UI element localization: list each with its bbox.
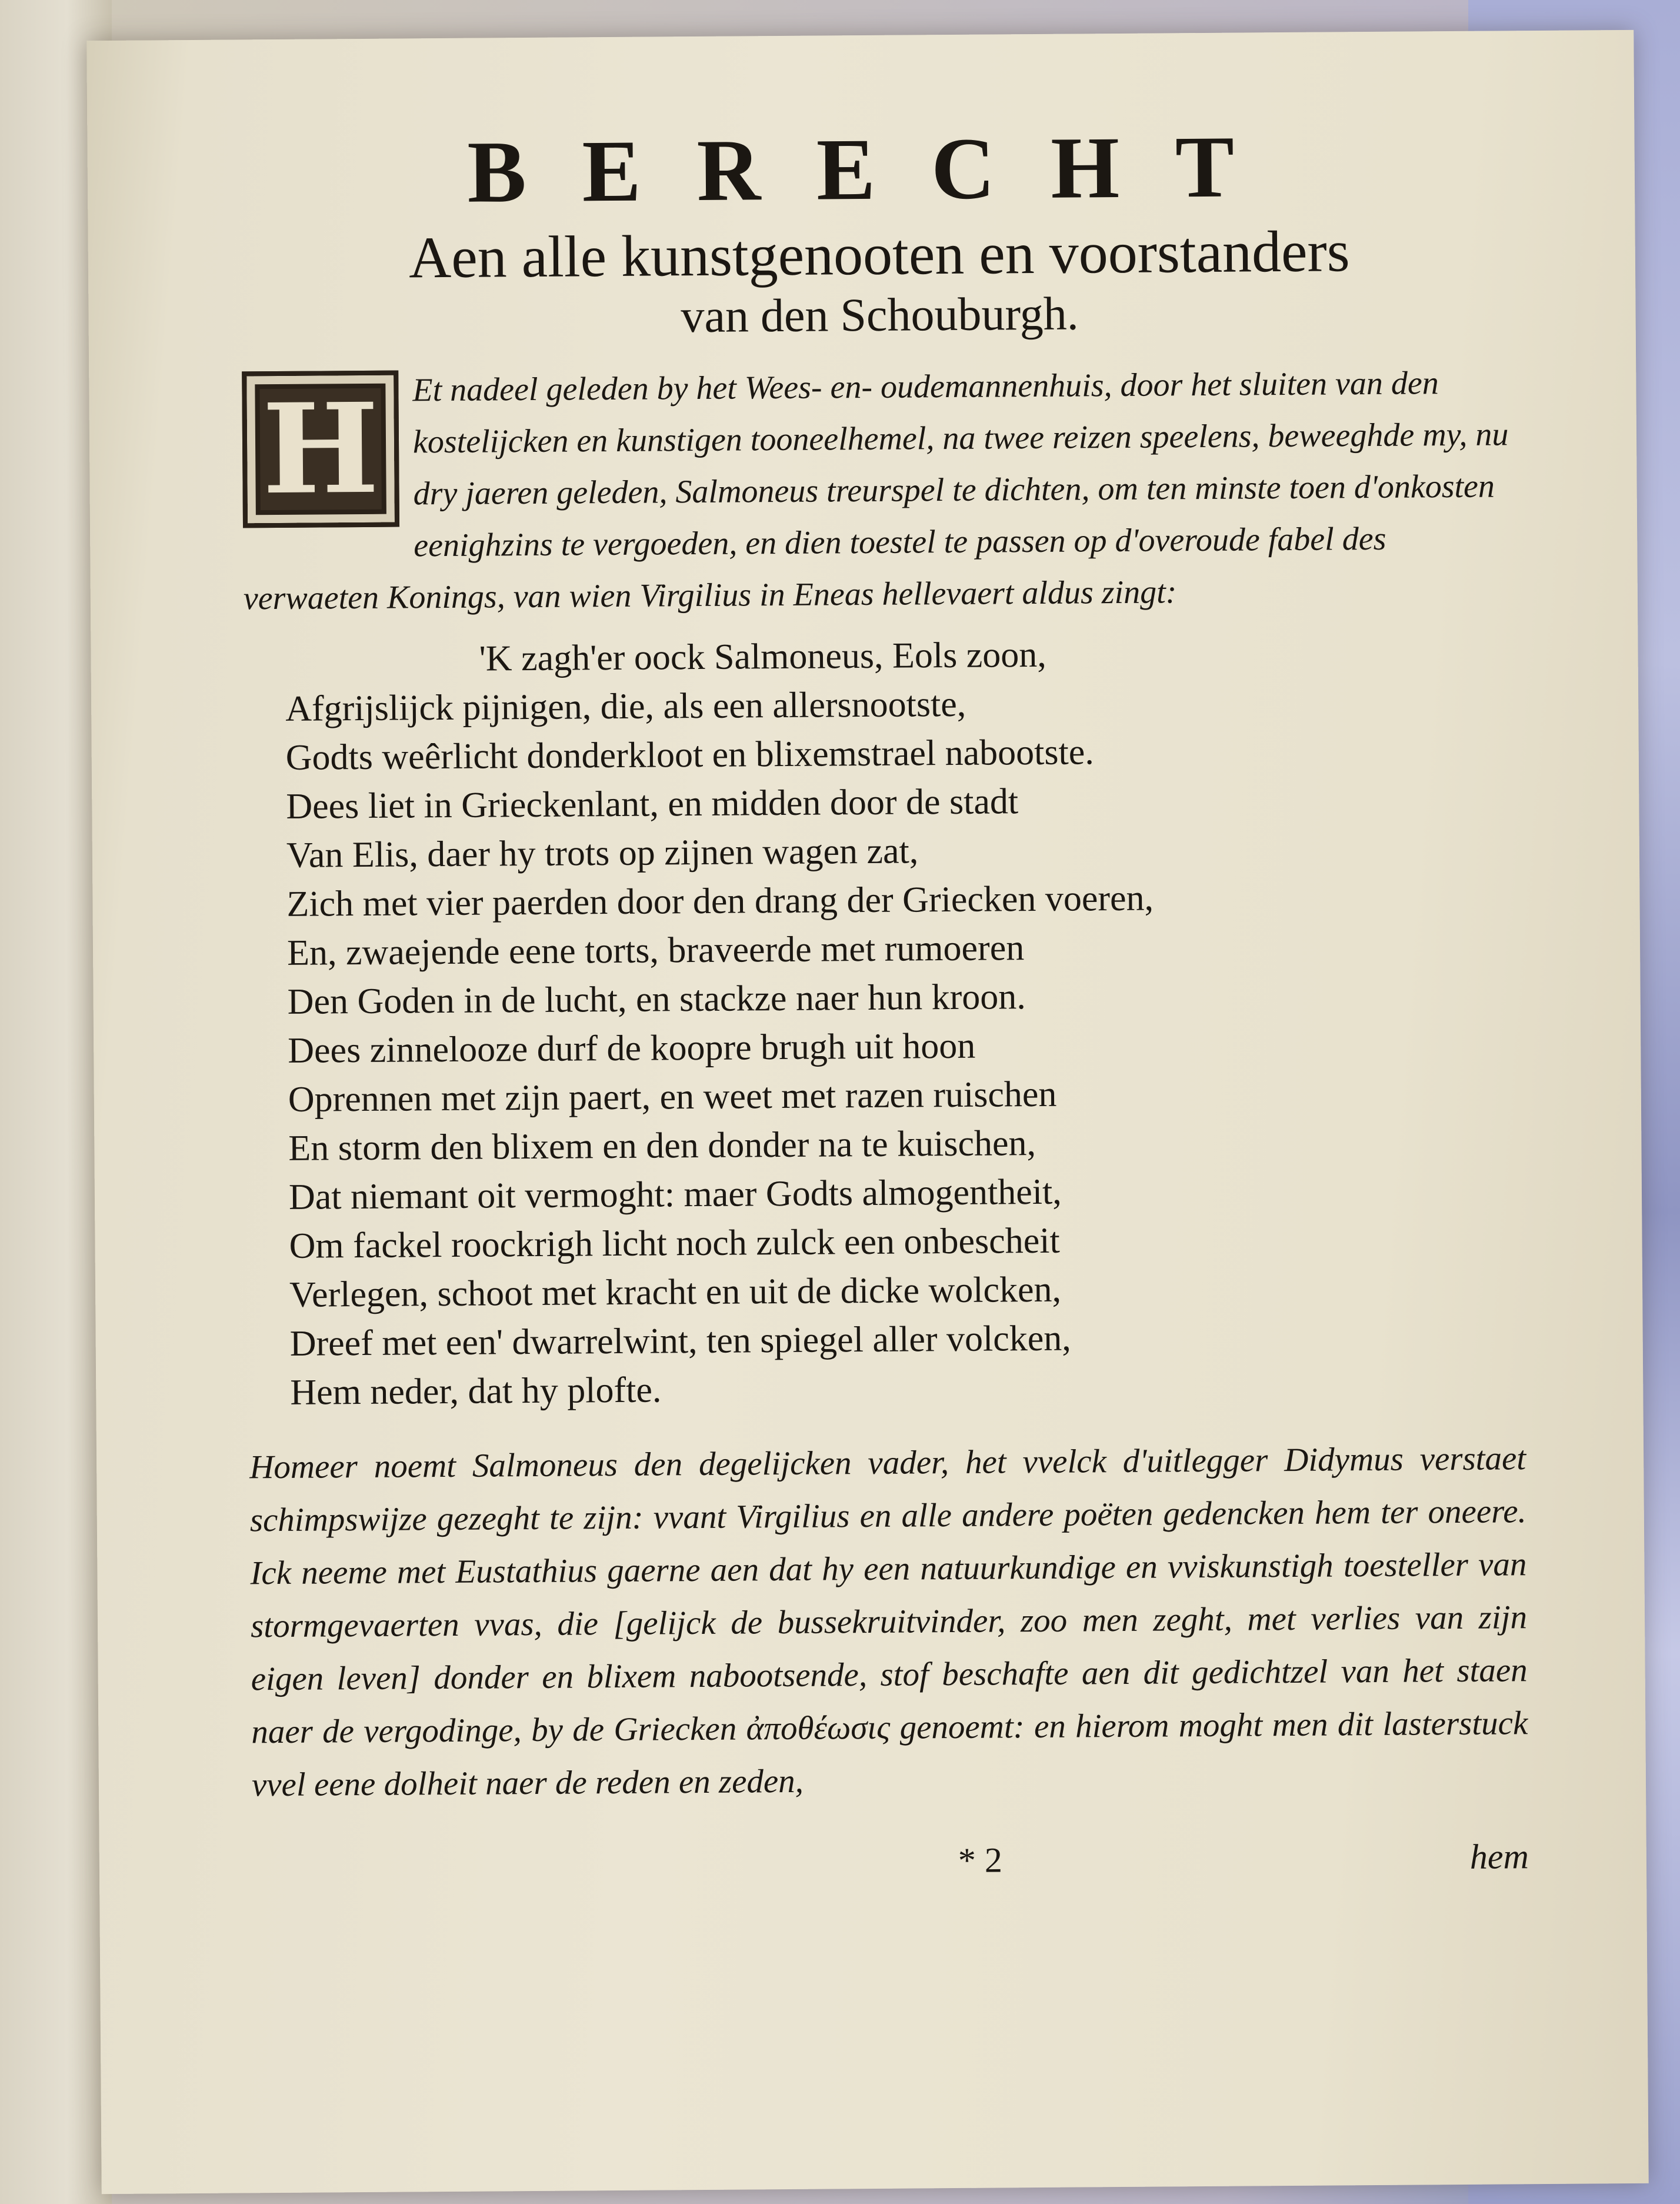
ornamental-drop-cap	[242, 370, 399, 528]
verse-line: Dees zinnelooze durf de koopre brugh uit hoon	[288, 1026, 976, 1071]
verse-line: Godts weêrlicht donderkloot en blixemstrael nabootste.	[285, 731, 1094, 778]
catchword: hem	[1469, 1836, 1529, 1876]
dedication-line-2: van den Schouburgh.	[681, 287, 1079, 342]
verse-line: Dreef met een' dwarrelwint, ten spiegel aller volcken,	[289, 1318, 1072, 1364]
verse-block	[285, 627, 1525, 1417]
verse-line: En, zwaejende eene torts, braveerde met rumoeren	[286, 927, 1025, 973]
verse-line: Zich met vier paerden door den drang der Griecken voeren,	[286, 878, 1154, 924]
verse-line: Dees liet in Grieckenlant, en midden door de stadt	[286, 781, 1019, 827]
verse-line: Oprennen met zijn paert, en weet met razen ruischen	[288, 1074, 1057, 1120]
verse-line: Verlegen, schoot met kracht en uit de dicke wolcken,	[289, 1269, 1062, 1315]
signature-mark: * 2	[958, 1840, 1003, 1880]
verse-line: Dat niemant oit vermoght: maer Godts almogentheit,	[288, 1171, 1062, 1217]
verse-line: Hem neder, dat hy plofte.	[290, 1369, 662, 1413]
page-title: BERECHT	[466, 117, 1291, 221]
intro-paragraph: Et nadeel geleden by het Wees- en- oudemannenhuis, door het sluiten van den kostelijcken en kunstigen tooneelhemel, na twee reizen speelens, beweeghde my, nu dry jaeren geleden, Salmoneus treurspel te dichten, om ten minste toen d'onkosten eenighzins te vergoeden, en dien toestel te passen op d'overoude fabel des verwaeten Konings, van wien Virgilius in Eneas hellevaert aldus zingt:	[243, 364, 1509, 617]
page-content	[240, 119, 1529, 1898]
verse-line: Van Elis, daer hy trots op zijnen wagen zat,	[286, 830, 919, 875]
verse-line: En storm den blixem en den donder na te kuischen,	[288, 1123, 1036, 1168]
dedication-line-1: Aen alle kunstgenooten en voorstanders	[408, 218, 1350, 290]
verse-line: Afgrijslijck pijnigen, die, als een allersnootste,	[285, 684, 966, 729]
verse-line: Om fackel roockrigh licht noch zulck een onbescheit	[289, 1220, 1060, 1266]
verse-line: 'K zagh'er oock Salmoneus, Eols zoon,	[479, 634, 1047, 679]
book-page	[86, 30, 1648, 2194]
drop-cap-letter: H	[262, 375, 380, 522]
page-footer	[252, 1836, 1529, 1898]
verse-line: Den Goden in de lucht, en stackze naer hun kroon.	[287, 976, 1026, 1022]
commentary-paragraph: Homeer noemt Salmoneus den degelijcken vader, het vvelck d'uitlegger Didymus verstaet schimpswijze gezeght te zijn: vvant Virgilius en alle andere poëten gedencken hem ter oneere. Ick neeme met Eustathius gaerne aen dat hy een natuurkundige en vviskunstigh toesteller van stormgevaerten vvas, die [gelijck de bussekruitvinder, zoo men zeght, met verlies van zijn eigen leven] donder en blixem nabootsende, stof beschafte aen dit gedichtzel van het staen naer de vergodinge, by de Griecken ἀποθέωσις genoemt: en hierom moght men dit lasterstuck vvel eene dolheit naer de reden en zeden,	[249, 1439, 1528, 1803]
